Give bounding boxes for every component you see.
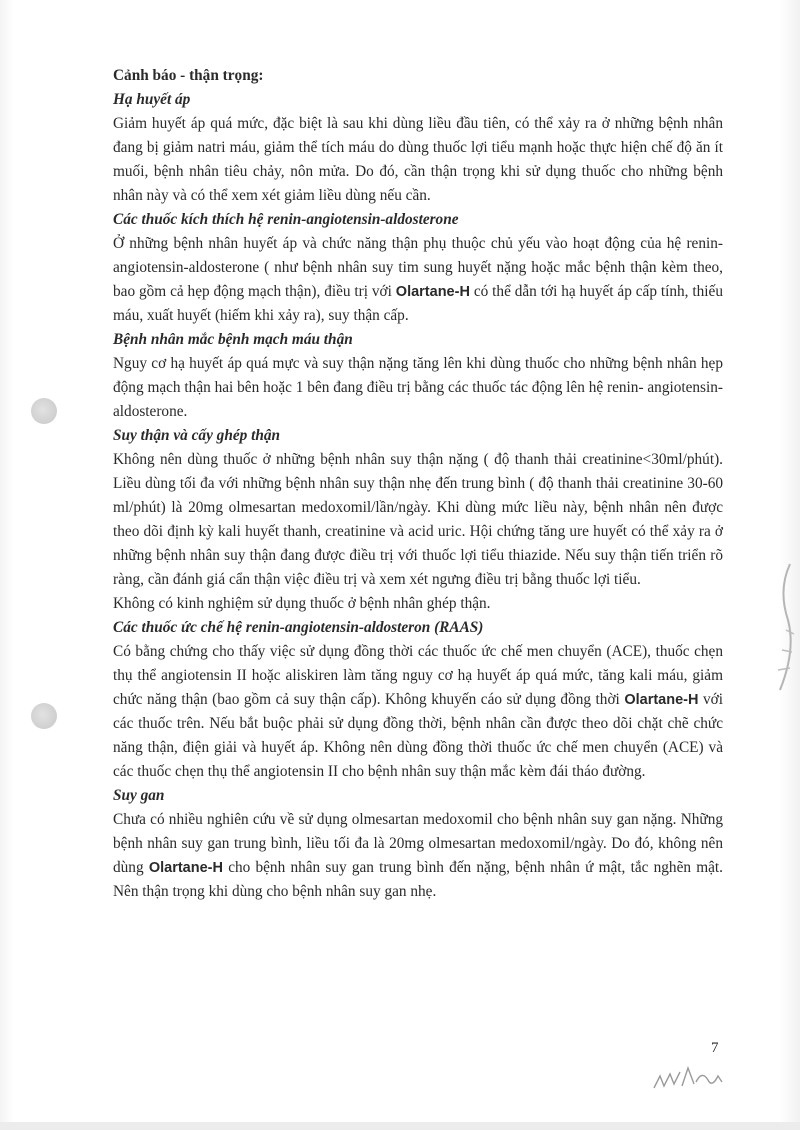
warnings-heading: Cảnh báo - thận trọng: [113,67,264,84]
section-title: Bệnh nhân mắc bệnh mạch máu thận [113,331,353,348]
section-paragraph [113,640,723,784]
drug-brand-name: Olartane-H [624,692,699,708]
section-title: Suy gan [113,787,165,804]
section-title: Các thuốc kích thích hệ renin-angiotensin-aldosterone [113,211,459,228]
punch-hole-top [31,398,57,424]
section-title: Hạ huyết áp [113,91,191,108]
drug-brand-name: Olartane-H [395,284,470,300]
paragraph-text: Có bằng chứng cho thấy việc sử dụng đồng thời các thuốc ức chế men chuyển (ACE), thuốc chẹn thụ thể angiotensin II hoặc aliskiren làm tăng nguy cơ hạ huyết áp quá mức, tăng kali máu, giảm chức năng thận (bao gồm cả suy thận cấp). Không khuyến cáo sử dụng đồng thời [113,643,723,708]
section-paragraph [113,352,723,424]
paragraph-text: Chưa có nhiều nghiên cứu về sử dụng olmesartan medoxomil cho bệnh nhân suy gan nặng. Những bệnh nhân suy gan trung bình, liều tối đa là 20mg olmesartan medoxomil/ngày. Do đó, không nên dùng [113,811,723,876]
section-paragraph [113,232,723,328]
sections-container [113,88,723,904]
document-body [113,64,723,904]
section-paragraph [113,448,723,592]
section-title: Các thuốc ức chế hệ renin-angiotensin-aldosteron (RAAS) [113,619,484,636]
handwritten-initials-mark [650,1062,730,1098]
paragraph-text: cho bệnh nhân suy gan trung bình đến nặng, bệnh nhân ứ mật, tắc nghẽn mật. Nên thận trọng khi dùng cho bệnh nhân suy gan nhẹ. [113,859,723,900]
drug-brand-name: Olartane-H [148,860,223,876]
section-paragraph [113,592,723,616]
paragraph-text: Nguy cơ hạ huyết áp quá mực và suy thận nặng tăng lên khi dùng thuốc cho những bệnh nhân hẹp động mạch thận hai bên hoặc 1 bên đang điều trị bằng các thuốc tác động lên hệ renin- angiotensin-aldosterone. [113,355,723,420]
paragraph-text: với các thuốc trên. Nếu bắt buộc phải sử dụng đồng thời, bệnh nhân cần được theo dõi chặt chẽ chức năng thận, điện giải và huyết áp. Không nên dùng đồng thời thuốc ức chế men chuyển (ACE) và các thuốc chẹn thụ thể angiotensin II cho bệnh nhân suy thận mắc kèm đái tháo đường. [113,691,723,780]
page-number: 7 [711,1040,719,1056]
section-paragraph [113,808,723,904]
section-paragraph [113,112,723,208]
punch-hole-bottom [31,703,57,729]
scan-bottom-edge [0,1122,800,1130]
paragraph-text: Giảm huyết áp quá mức, đặc biệt là sau khi dùng liều đầu tiên, có thể xảy ra ở những bệnh nhân đang bị giảm natri máu, giảm thể tích máu do dùng thuốc lợi tiểu mạnh hoặc thực hiện chế độ ăn ít muối, bệnh nhân tiêu chảy, nôn mửa. Do đó, cần thận trọng khi sử dụng thuốc cho những bệnh nhân này và có thể xem xét giảm liều dùng nếu cần. [113,115,723,204]
paragraph-text: Ở những bệnh nhân huyết áp và chức năng thận phụ thuộc chủ yếu vào hoạt động của hệ renin-angiotensin-aldosterone ( như bệnh nhân suy tim sung huyết nặng hoặc mắc bệnh thận kèm theo, bao gồm cả hẹp động mạch thận), điều trị với [113,235,723,300]
paragraph-text: Không có kinh nghiệm sử dụng thuốc ở bệnh nhân ghép thận. [113,595,491,612]
paragraph-text: có thể dẫn tới hạ huyết áp cấp tính, thiếu máu, xuất huyết (hiếm khi xảy ra), suy thận cấp. [113,283,723,324]
edge-stamp-mark [768,560,798,700]
paragraph-text: Không nên dùng thuốc ở những bệnh nhân suy thận nặng ( độ thanh thải creatinine<30ml/phút). Liều dùng tối đa với những bệnh nhân suy thận nhẹ đến trung bình ( độ thanh thải creatinine 30-60 ml/phút) là 20mg olmesartan medoxomil/lần/ngày. Khi dùng mức liều này, bệnh nhân nên được theo dõi định kỳ kali huyết thanh, creatinine và acid uric. Hội chứng tăng ure huyết có thể xảy ra ở những bệnh nhân suy thận đang được điều trị với thuốc lợi tiểu thiazide. Nếu suy thận tiến triển rõ ràng, cần đánh giá cẩn thận việc điều trị và xem xét ngưng điều trị bằng thuốc lợi tiểu. [113,451,723,588]
section-title: Suy thận và cấy ghép thận [113,427,281,444]
